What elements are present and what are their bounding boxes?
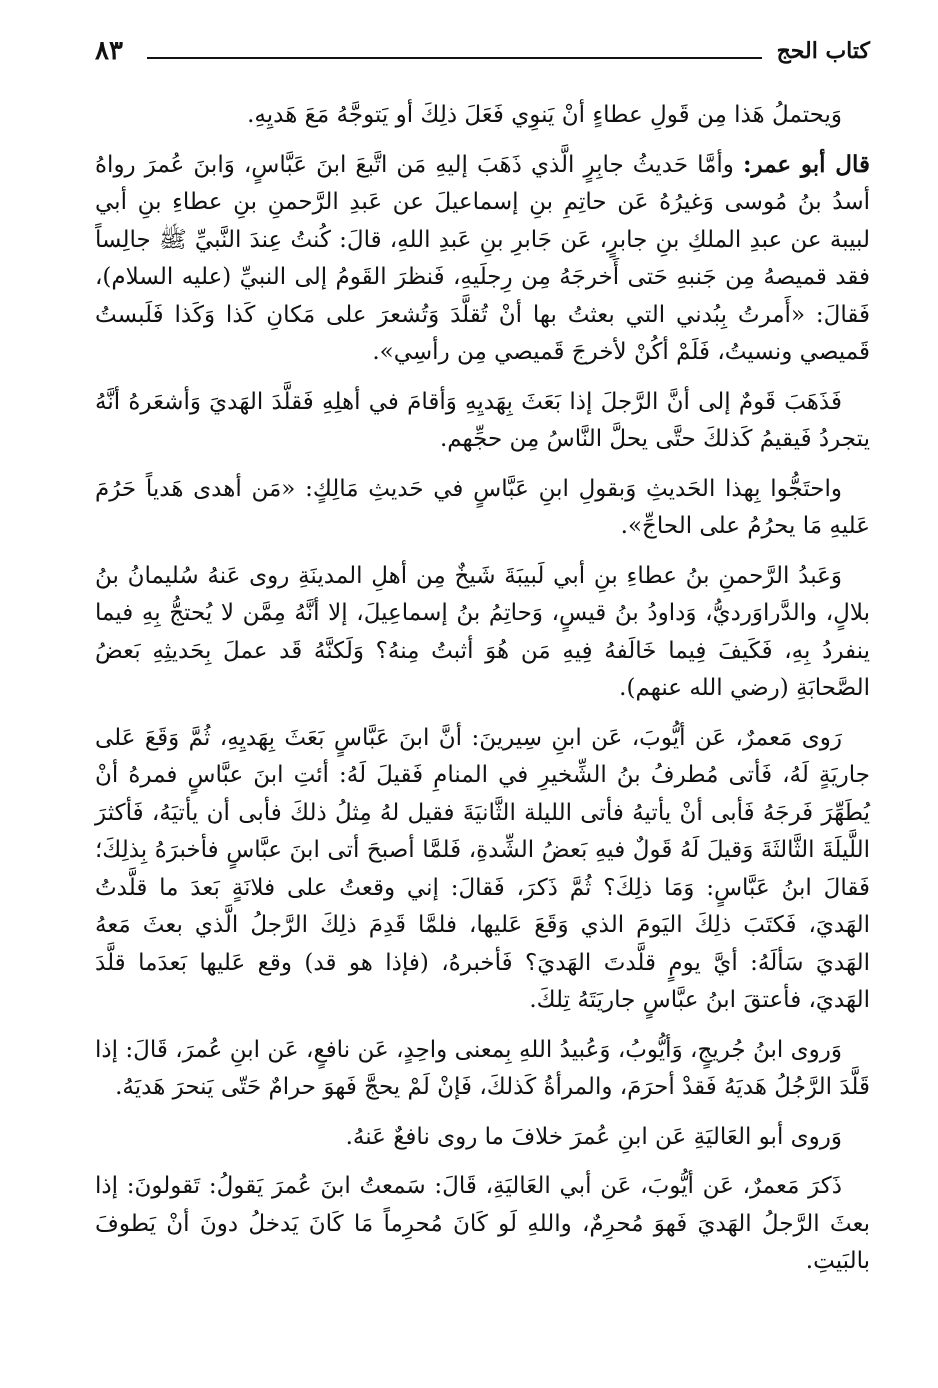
paragraph	[95, 719, 870, 1020]
paragraph-text: وَروى أبو العَاليَةِ عَن ابنِ عُمرَ خلافَ ما روى نافعٌ عَنهُ.	[345, 1123, 842, 1150]
paragraph-text: فَذَهَبَ قَومٌ إلى أنَّ الرَّجلَ إذا بَعَثَ بِهَديِهِ وَأقامَ في أهلِهِ فَقلَّدَ الهَديَ وَأشعَرهُ أنَّهُ يتجردُ فَيقيمُ كَذلكَ حتَّى يحلَّ النَّاسُ مِن حجِّهم.	[95, 388, 870, 452]
paragraph	[95, 470, 870, 546]
running-header	[95, 36, 870, 70]
paragraph-lead: قال أبو عمر:	[742, 150, 870, 178]
header-rule	[147, 57, 762, 59]
book-title: كتاب الحج	[776, 38, 870, 64]
paragraph-text: وأمَّا حَديثُ جابِرٍ الَّذي ذَهَبَ إليهِ مَن اتَّبعَ ابنَ عَبَّاسٍ، وَابنَ عُمرَ رواهُ أسدُ بنُ مُوسى وَغيرُهُ عَن حاتِمِ بنِ إسماعيلَ عن عَبدِ الرَّحمنِ بنِ عطاءِ بنِ أبي لبيبة عن عبدِ الملكِ بنِ جابرٍ، عَن جَابرِ بنِ عَبدِ اللهِ، قالَ: كُنتُ عِندَ النَّبيِّ ﷺ جالِساً فقد قميصهُ مِن جَنبهِ حَتى أَخرجَهُ مِن رِجلَيهِ، فَنظرَ القَومُ إلى النبيِّ (عليه السلام)، فَقالَ: «أَمرتُ بِبُدني التي بعثتُ بها أنْ تُقلَّدَ وَتُشعرَ على مَكانِ كَذا وَكَذا فَلَبستُ قَميصي ونسيتُ، فَلَمْ أكُنْ لأخرجَ قَميصي مِن رأسِي».	[95, 151, 870, 365]
paragraph-text: وَيحتملُ هَذا مِن قَولِ عطاءٍ أنْ يَنوِي فَعَلَ ذلِكَ أو يَتوجَّهُ مَعَ هَديِهِ.	[247, 102, 842, 128]
paragraph-text: واحتَجُّوا بِهذا الحَديثِ وَبقولِ ابنِ عَبَّاسٍ في حَديثِ مَالِكٍ: «مَن أهدى هَدياً حَرُمَ عَليهِ مَا يحرُمُ على الحاجِّ».	[95, 475, 870, 539]
paragraph	[95, 557, 870, 708]
paragraph	[95, 383, 870, 459]
paragraph	[95, 1031, 870, 1107]
paragraph	[95, 96, 870, 135]
page-number: ٨٣	[95, 36, 123, 66]
paragraph-text: وَعَبدُ الرَّحمنِ بنُ عطاءِ بنِ أبي لَبيبَةَ شَيخٌ مِن أهلِ المدينَةِ روى عَنهُ سُليمانُ بنُ بلالٍ، والدَّراوَرديُّ، وَداودُ بنُ قيسٍ، وَحاتِمُ بنُ إسماعِيلَ، إلا أنَّهُ مِمَّن لا يُحتجُّ بِهِ فيما ينفردُ بِهِ، فَكَيفَ فِيما خَالَفهُ فِيهِ مَن هُوَ أثبتُ مِنهُ؟ وَلَكنَّهُ قَد عملَ بِحَديثِهِ بَعضُ الصَّحابَةِ (رضي الله عنهم).	[95, 562, 870, 701]
paragraph	[95, 146, 870, 372]
main-text	[95, 96, 870, 1292]
paragraph-text: ذَكرَ مَعمرٌ، عَن أيُّوبَ، عَن أبي العَاليَةِ، قَالَ: سَمعتُ ابنَ عُمرَ يَقولُ: تَقولونَ: إذا بعثَ الرَّجلُ الهَديَ فَهوَ مُحرِمٌ، واللهِ لَو كَانَ مُحرِماً مَا كَانَ يَدخلُ دونَ أنْ يَطوفَ بالبَيتِ.	[95, 1173, 870, 1274]
paragraph	[95, 1118, 870, 1157]
paragraph-text: وَروى ابنُ جُريجٍ، وَأيُّوبُ، وَعُبيدُ اللهِ بِمعنى واحِدٍ، عَن نافعٍ، عَن ابنِ عُمرَ، قَالَ: إذا قَلَّدَ الرَّجُلُ هَديَهُ فَقدْ أحرَمَ، والمرأةُ كَذلكَ، فَإنْ لَمْ يحجَّ فَهوَ حرامٌ حَتّى يَنحرَ هَديَهُ.	[95, 1036, 870, 1100]
paragraph	[95, 1167, 870, 1281]
paragraph-text: رَوى مَعمرٌ، عَن أيُّوبَ، عَن ابنِ سِيرينَ: أنَّ ابنَ عَبَّاسٍ بَعَثَ بِهَديِهِ، ثُمَّ وَقَعَ عَلى جاريَةٍ لَهُ، فَأتى مُطرفُ بنُ الشِّخيرِ في المنامِ فَقيلَ لَهُ: أئتِ ابنَ عبَّاسٍ فمرهُ أنْ يُطَهِّرَ فَرجَهُ فَأبى أنْ يأتيهُ فأتى الليلة الثَّانيَةَ فقيل لهُ مِثلُ ذلكَ فأبى أن يأتيَهُ، فَأكثرَ اللَّيلَةَ الثَّالثَةَ وَقيلَ لَهُ قَولٌ فيهِ بَعضُ الشِّدةِ، فَلمَّا أصبحَ أتى ابنَ عبَّاسٍ فأخبرَهُ بِذلِكَ؛ فَقالَ ابنُ عَبَّاسٍ: وَمَا ذلِكَ؟ ثُمَّ ذَكرَ، فَقالَ: إني وقعتُ على فلانَةٍ بَعدَ ما قلَّدتُ الهَديَ، فَكتَبَ ذلِكَ اليَومَ الذي وَقَعَ عَليها، فلمَّا قَدِمَ ذلِكَ الرَّجلُ الَّذي بعثَ مَعهُ الهَديَ سَألَهُ: أيَّ يومٍ قلَّدتَ الهَديَ؟ فَأخبرهُ، (فإذا هو قد) وقع عَليها بَعدَما قلَّدَ الهَديَ، فأعتقَ ابنُ عبَّاسٍ جاريَتَهُ تِلكَ.	[95, 724, 870, 1013]
